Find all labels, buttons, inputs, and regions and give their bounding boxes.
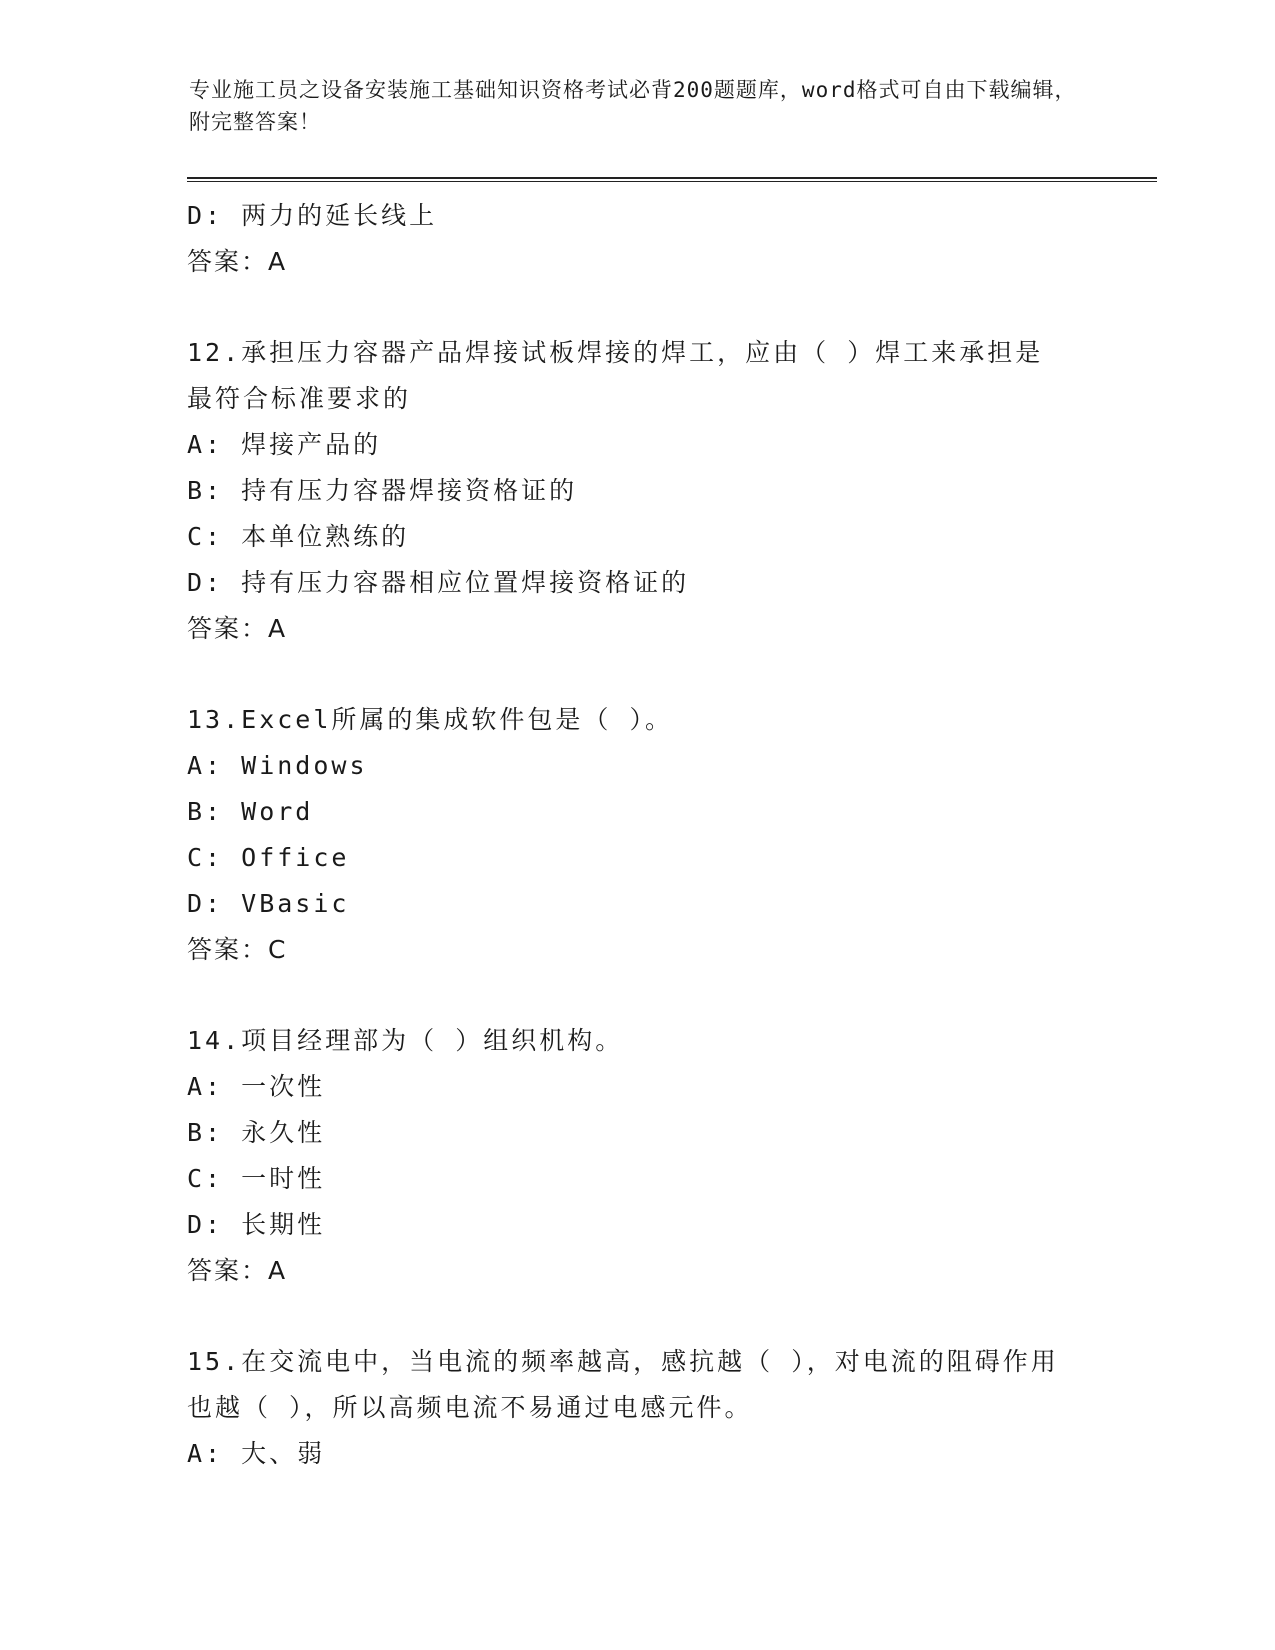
option-a: A: 焊接产品的	[187, 430, 382, 459]
question-title: 15.在交流电中，当电流的频率越高，感抗越（ ），对电流的阻碍作用也越（ ），所以高频电流不易通过电感元件。	[187, 1347, 1059, 1422]
spacer	[187, 652, 1087, 697]
option-b: B: 持有压力容器焊接资格证的	[187, 476, 578, 505]
option-d: D: 长期性	[187, 1210, 326, 1239]
spacer	[187, 1294, 1087, 1339]
option-c: C: 一时性	[187, 1164, 326, 1193]
answer-line: 答案：A	[187, 247, 288, 276]
answer-line: 答案：A	[187, 1256, 288, 1285]
answer-line: 答案：A	[187, 614, 288, 643]
question-15	[187, 1339, 1087, 1477]
option-a: A: Windows	[187, 751, 368, 780]
question-12	[187, 330, 1087, 652]
answer-line: 答案：C	[187, 935, 288, 964]
option-c: C: 本单位熟练的	[187, 522, 410, 551]
question-title: 12.承担压力容器产品焊接试板焊接的焊工，应由（ ）焊工来承担是最符合标准要求的	[187, 338, 1044, 413]
header-text: 专业施工员之设备安装施工基础知识资格考试必背200题题库，word格式可自由下载编辑，附完整答案！	[189, 78, 1077, 134]
option-b: B: 永久性	[187, 1118, 326, 1147]
option-a: A: 一次性	[187, 1072, 326, 1101]
question-title: 13.Excel所属的集成软件包是（ ）。	[187, 705, 673, 734]
document-header	[189, 74, 1089, 138]
option-b: B: Word	[187, 797, 314, 826]
question-13	[187, 697, 1087, 973]
question-14	[187, 1018, 1087, 1294]
spacer	[187, 285, 1087, 330]
option-a: A: 大、弱	[187, 1439, 326, 1468]
question-11-partial	[187, 193, 1087, 285]
document-body	[187, 193, 1087, 1477]
option-d: D: VBasic	[187, 889, 350, 918]
option-d: D: 持有压力容器相应位置焊接资格证的	[187, 568, 690, 597]
header-divider	[187, 177, 1157, 182]
question-title: 14.项目经理部为（ ）组织机构。	[187, 1026, 624, 1055]
option-d: D: 两力的延长线上	[187, 201, 438, 230]
spacer	[187, 973, 1087, 1018]
option-c: C: Office	[187, 843, 350, 872]
